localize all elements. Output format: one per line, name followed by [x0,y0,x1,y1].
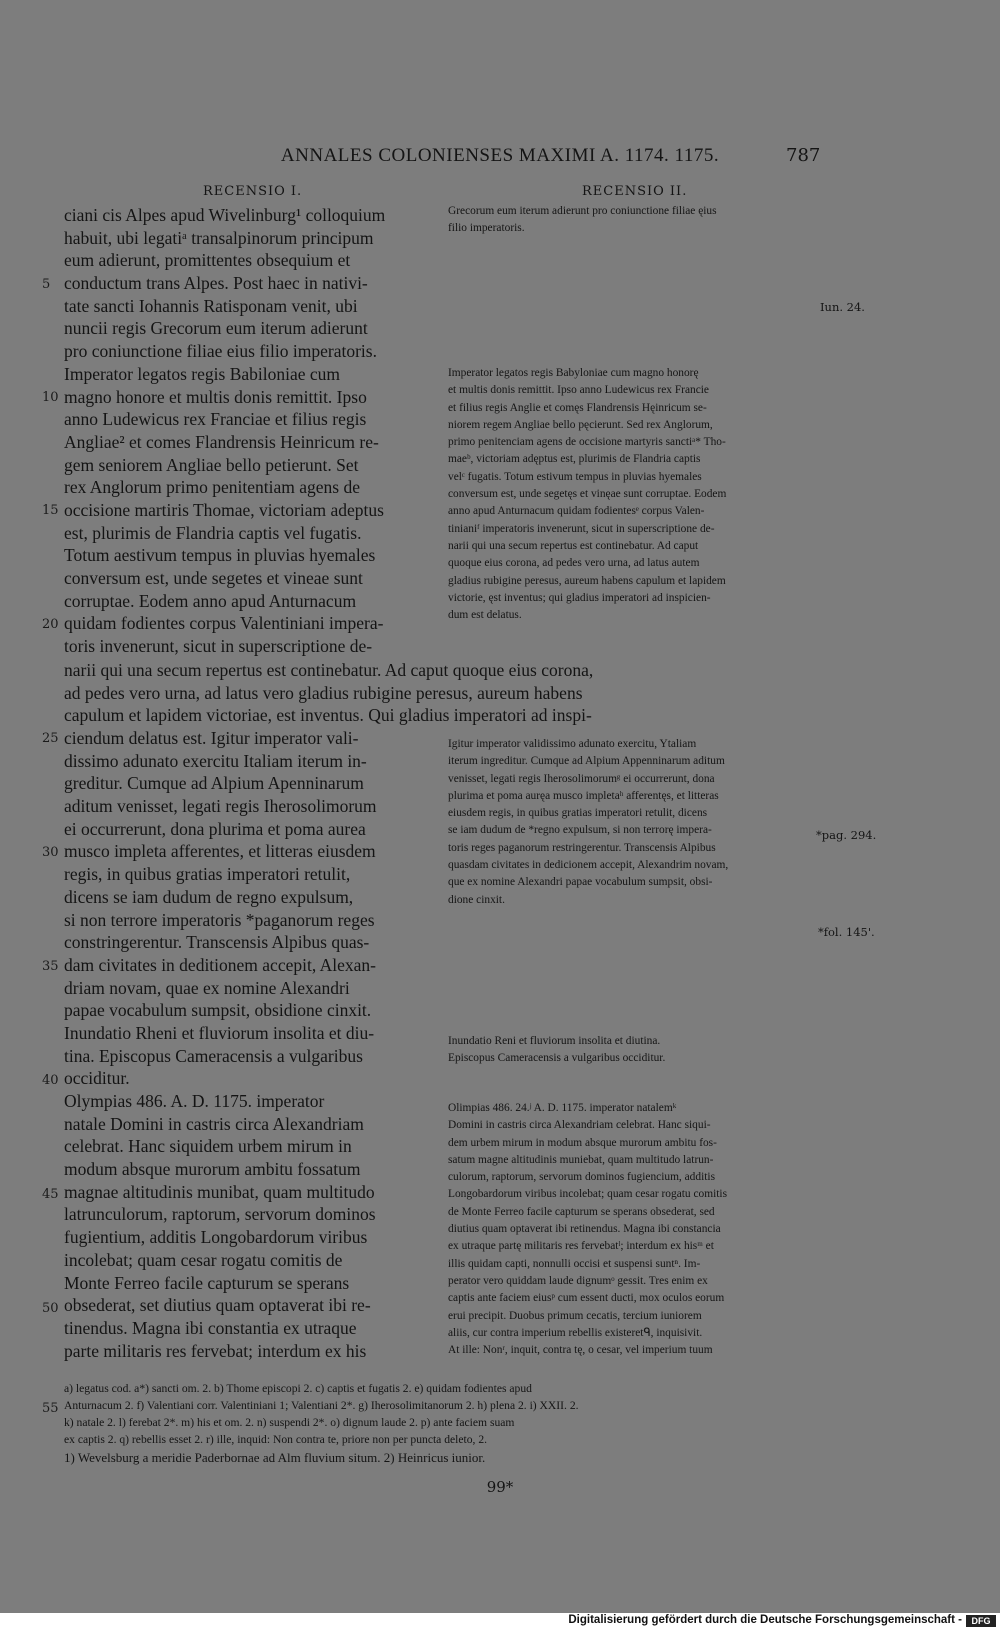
variant-text-line: victorie, ęst inventus; qui gladius imperatori ad inspicien- [448,591,711,604]
line-number: 10 [42,390,59,405]
digitization-credit-bar [0,1613,1000,1629]
text-line: latrunculorum, raptorum, servorum dominos [64,1204,376,1225]
variant-text-line: illis quidam capti, nonnulli occisi et suspensi suntⁿ. Im- [448,1257,701,1270]
signature-mark: 99* [486,1478,514,1496]
text-line: ciendum delatus est. Igitur imperator vali- [64,728,359,748]
variant-text-line: eiusdem regis, in quibus gratias imperatori retulit, dicens [448,807,708,820]
variant-text-line: dione cinxit. [448,893,505,906]
variant-text-line: perator vero quiddam laude dignumᵒ gessit. Tres enim ex [448,1274,708,1287]
text-line: Inundatio Rheni et fluviorum insolita et diu- [64,1022,375,1043]
text-line: nuncii regis Grecorum eum iterum adierunt [64,318,368,339]
line-number: 55 [42,1401,59,1416]
margin-note-folio: *fol. 145'. [818,925,875,939]
variant-text-line: gladius rubigine peresus, aureum habens capulum et lapidem [448,574,726,587]
margin-note-date: Iun. 24. [820,300,865,314]
variant-text-line: iterum ingreditur. Cumque ad Alpium Appenninarum aditum [448,755,725,768]
text-line: dicens se iam dudum de regno expulsum, [64,886,354,907]
text-line: pro coniunctione filiae eius filio imperatoris. [64,341,377,362]
right-block-2 [448,365,810,624]
variant-text-line: erui precipit. Duobus primum cecatis, tercium iuniorem [448,1309,702,1322]
text-line: obsederat, set diutius quam optaverat ibi re- [64,1295,371,1316]
line-number: 30 [42,845,59,860]
variant-text-line: et multis donis remittit. Ipso anno Ludewicus rex Francie [448,384,709,397]
variant-text-line: maeᵇ, victoriam adęptus est, plurimis de Flandria captis [448,453,701,466]
text-line: greditur. Cumque ad Alpium Apenninarum [64,773,364,794]
variant-text-line: Longobardorum viribus incolebat; quam cesar rogatu comitis [448,1188,727,1201]
text-line: driam novam, quae ex nomine Alexandri [64,977,350,998]
right-column-heading: RECENSIO II. [582,184,688,199]
variant-text-line: Inundatio Reni et fluviorum insolita et diutina. [448,1035,661,1047]
text-line: occiditur. [64,1068,130,1089]
text-line: est, plurimis de Flandria captis vel fugatis. [64,522,362,543]
variant-text-line: Imperator legatos regis Babyloniae cum magno honorę [448,367,699,379]
text-line: aditum venisset, legati regis Iherosolimorum [64,796,377,817]
text-line: constringerentur. Transcensis Alpibus quas- [64,932,370,953]
text-line: conductum trans Alpes. Post haec in nativi- [64,273,368,294]
line-number: 25 [42,731,59,746]
variant-text-line: diutius quam optaverat ibi retinendus. Magna ibi constancia [448,1223,721,1236]
variant-text-line: se iam dudum de *regno expulsum, si non terrorę impera- [448,824,712,837]
text-line: conversum est, unde segetes et vineae sunt [64,568,363,588]
variant-text-line: tinianiᶠ imperatoris invenerunt, sicut in superscriptione de- [448,522,715,535]
text-line: regis, in quibus gratias imperatori retulit, [64,864,351,885]
text-line: tinendus. Magna ibi constantia ex utraque [64,1317,357,1338]
text-line: corruptae. Eodem anno apud Anturnacum [64,590,357,611]
variant-text-line: de Monte Ferreo facile capturum se sperans obsederat, sed [448,1205,715,1218]
text-line: eum adierunt, promittentes obsequium et [64,250,351,271]
text-line: ciani cis Alpes apud Wivelinburg¹ colloquium [64,205,386,225]
text-line: musco impleta afferentes, et litteras eiusdem [64,841,376,862]
variant-text-line: niorem regem Angliae bello pęcierunt. Sed rex Anglorum, [448,418,713,431]
margin-note-page: *pag. 294. [816,828,877,842]
variant-text-line: At ille: Nonʳ, inquit, contra tę, o cesar, vel imperium tuum [448,1344,713,1357]
running-head: ANNALES COLONIENSES MAXIMI A. 1174. 1175. [280,145,720,166]
text-line: ei occurrerunt, dona plurima et poma aurea [64,818,366,839]
credit-text: Digitalisierung gefördert durch die Deutsche Forschungsgemeinschaft - [568,1614,962,1626]
apparatus-line: Anturnacum 2. f) Valentiani corr. Valentiniani 1; Valentiani 2*. g) Iherosolimitanorum 2. h) plena 2. i) XXII. 2. [64,1399,579,1412]
variant-text-line: toris reges paganorum restringerentur. Transcensis Alpibus [448,841,716,854]
text-line: toris invenerunt, sicut in superscriptione de- [64,636,373,657]
variant-text-line: Igitur imperator validissimo adunato exercitu, Ytaliam [448,738,697,750]
text-line: dam civitates in deditionem accepit, Alexan- [64,954,376,975]
variant-text-line: plurima et poma auręa musco impletaʰ afferentęs, et litteras [448,789,719,802]
apparatus-line: ex captis 2. q) rebellis esset 2. r) ille, inquid: Non contra te, priore non per puncta deleto, 2. [64,1433,488,1446]
text-line: dissimo adunato exercitu Italiam iterum in- [64,750,367,771]
variant-text-line: anno apud Anturnacum quidam fodientesᵉ corpus Valen- [448,505,705,518]
text-line: quidam fodientes corpus Valentiniani impera- [64,613,384,634]
variant-text-line: velᶜ fugatis. Totum estivum tempus in pluvias hyemales [448,470,702,483]
text-line: tate sancti Iohannis Ratisponam venit, ubi [64,295,358,316]
text-line: capulum et lapidem victoriae, est inventus. Qui gladius imperatori ad inspi- [64,705,592,726]
text-line: celebrat. Hanc siquidem urbem mirum in [64,1136,352,1157]
variant-text-line: Domini in castris circa Alexandriam celebrat. Hanc siqui- [448,1119,711,1132]
text-line: narii qui una secum repertus est continebatur. Ad caput quoque eius corona, [64,660,594,680]
left-column-text-1 [64,204,430,658]
text-line: Imperator legatos regis Babiloniae cum [64,363,341,384]
line-number: 15 [42,503,59,518]
text-line: magnae altitudinis munibat, quam multitudo [64,1181,375,1202]
text-line: modum absque murorum ambitu fossatum [64,1159,361,1180]
text-line: magno honore et multis donis remittit. Ipso [64,386,367,407]
variant-text-line: aliis, cur contra imperium rebellis existeretᑫ, inquisivit. [448,1326,703,1339]
text-line: ad pedes vero urna, ad latus vero gladius rubigine peresus, aureum habens [64,682,583,703]
variant-text-line: et filius regis Anglie et comęs Flandrensis Hęinricum se- [448,401,707,414]
variant-text-line: quoque eius corona, ad pedes vero urna, ad latus autem [448,557,700,570]
right-block-1 [448,203,810,238]
critical-apparatus [64,1380,814,1448]
variant-text-line: Episcopus Cameracensis a vulgaribus occiditur. [448,1052,666,1065]
variant-text-line: dem urbem mirum in modum absque murorum ambitu fos- [448,1136,717,1149]
right-block-3 [448,736,810,909]
apparatus-line: a) legatus cod. a*) sancti om. 2. b) Thome episcopi 2. c) captis et fugatis 2. e) quidam fodientes apud [64,1382,532,1395]
text-line: fugientium, additis Longobardorum viribus [64,1227,368,1248]
text-line: parte militaris res fervebat; interdum ex his [64,1340,367,1361]
text-line: incolebat; quam cesar rogatu comitis de [64,1249,343,1270]
variant-text-line: que ex nomine Alexandri papae vocabulum sumpsit, obsi- [448,876,713,889]
variant-text-line: ex utraque partę militaris res fervebatˡ; interdum ex hisᵐ et [448,1240,714,1253]
text-line: habuit, ubi legatiᵃ transalpinorum principum [64,227,374,248]
variant-text-line: dum est delatus. [448,609,522,622]
line-number: 5 [42,277,51,292]
text-line: occisione martiris Thomae, victoriam adeptus [64,499,384,520]
right-block-5 [448,1100,810,1359]
line-number: 20 [42,617,59,632]
apparatus-line: k) natale 2. l) ferebat 2*. m) his et om. 2. n) suspendi 2*. o) dignum laude 2. p) ante faciem suam [64,1416,515,1429]
variant-text-line: filio imperatoris. [448,222,525,235]
text-line: Angliae² et comes Flandrensis Heinricum re- [64,431,379,452]
footnotes: 1) Wevelsburg a meridie Paderbornae ad Alm fluvium situm. 2) Heinricus iunior. [64,1450,486,1465]
dfg-logo: DFG [966,1615,996,1627]
variant-text-line: narii qui una secum repertus est continebatur. Ad caput [448,539,699,552]
variant-text-line: captis ante faciem eiusᵖ cum essent ducti, mox oculos eorum [448,1292,725,1305]
text-line: si non terrore imperatoris *paganorum reges [64,909,375,930]
text-line: papae vocabulum sumpsit, obsidione cinxit. [64,1000,372,1021]
line-number: 50 [42,1301,59,1316]
full-width-text [64,659,784,727]
variant-text-line: satum magne altitudinis muniebat, quam multitudo latrun- [448,1153,714,1166]
page-number: 787 [786,145,821,166]
variant-text-line: venisset, legati regis Iherosolimorumᵍ ei occurrerunt, dona [448,772,715,785]
text-line: gem seniorem Angliae bello petierunt. Set [64,454,359,475]
variant-text-line: primo penitenciam agens de occisione martyris sanctiᵃ* Tho- [448,436,726,449]
text-line: Monte Ferreo facile capturum se sperans [64,1272,350,1293]
variant-text-line: quasdam civitates in dedicionem accepit, Alexandrim novam, [448,859,729,872]
text-line: natale Domini in castris circa Alexandriam [64,1113,364,1134]
text-line: anno Ludewicus rex Franciae et filius regis [64,409,367,430]
line-number: 45 [42,1187,59,1202]
text-line: rex Anglorum primo penitentiam agens de [64,477,360,498]
line-number: 40 [42,1073,59,1088]
line-number: 35 [42,959,59,974]
variant-text-line: Grecorum eum iterum adierunt pro coniunctione filiae ęius [448,205,717,217]
text-line: Totum aestivum tempus in pluvias hyemales [64,545,376,566]
variant-text-line: Olimpias 486. 24.ʲ A. D. 1175. imperator natalemᵏ [448,1102,677,1114]
variant-text-line: culorum, raptorum, servorum dominos fugiencium, additis [448,1171,716,1184]
text-line: Olympias 486. A. D. 1175. imperator [64,1091,325,1111]
right-block-4 [448,1033,810,1068]
variant-text-line: conversum est, unde segetęs et vinęae sunt corruptae. Eodem [448,488,727,501]
left-column-text-2 [64,727,430,1362]
text-line: tina. Episcopus Cameracensis a vulgaribus [64,1045,363,1066]
left-column-heading: RECENSIO I. [203,184,303,199]
